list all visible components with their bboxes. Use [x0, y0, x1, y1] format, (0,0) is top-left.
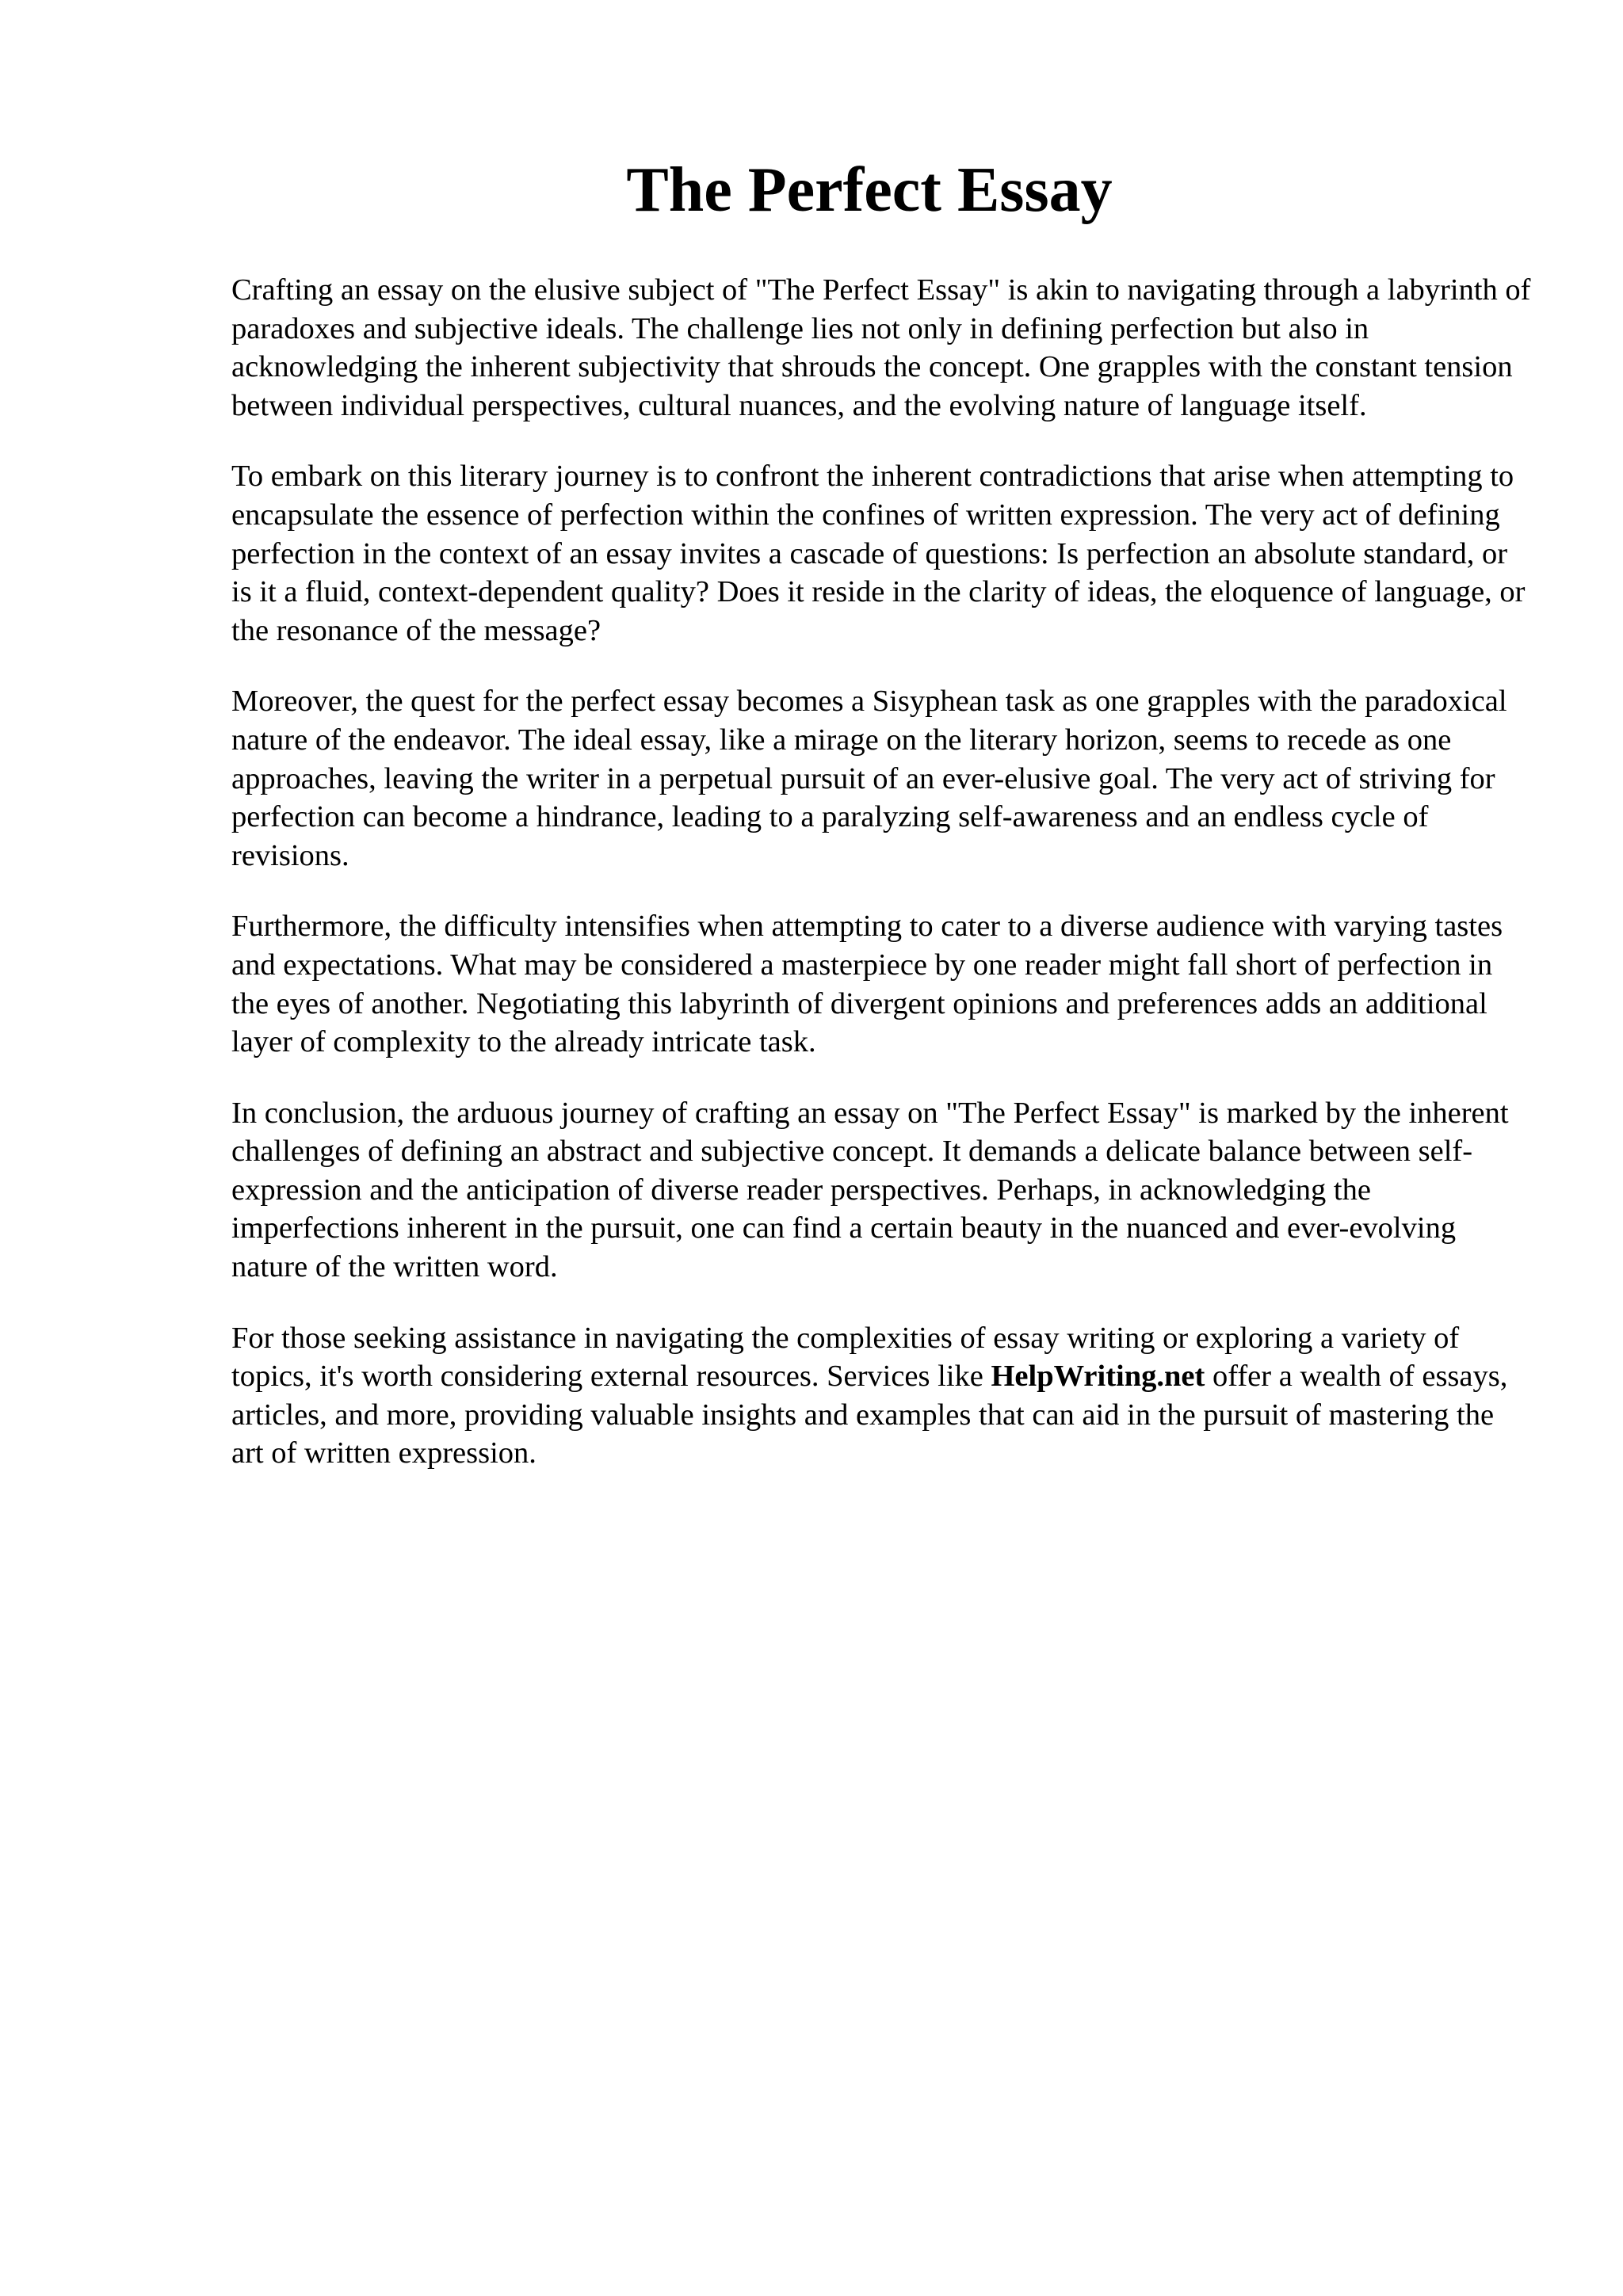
page-title: The Perfect Essay — [626, 155, 1113, 225]
document-body — [231, 151, 1531, 1505]
paragraph-3: Moreover, the quest for the perfect essay becomes a Sisyphean task as one grapples with the paradoxical nature of the endeavor. The ideal essay, like a mirage on the literary horizon, seems to recede as one approaches, leaving the writer in a perpetual pursuit of an ever-elusive goal. The very act of striving for perfection can become a hindrance, leading to a paralyzing self-awareness and an endless cycle of revisions. — [231, 685, 1507, 872]
paragraph-2: To embark on this literary journey is to confront the inherent contradictions that arise when attempting to encapsulate the essence of perfection within the confines of written expression. The very act of defining perfection in the context of an essay invites a cascade of questions: Is perfection an absolute standard, or is it a fluid, context-dependent quality? Does it reside in the clarity of ideas, the eloquence of language, or the resonance of the message? — [231, 460, 1526, 647]
paragraph-1: Crafting an essay on the elusive subject of "The Perfect Essay" is akin to navigating through a labyrinth of paradoxes and subjective ideals. The challenge lies not only in defining perfection but also in acknowledging the inherent subjectivity that shrouds the concept. One grapples with the constant tension between individual perspectives, cultural nuances, and the evolving nature of language itself. — [231, 273, 1531, 422]
paragraph-6 — [231, 1319, 1531, 1473]
paragraph-4: Furthermore, the difficulty intensifies when attempting to cater to a diverse audience with varying tastes and expectations. What may be considered a masterpiece by one reader might fall short of perfection in the eyes of another. Negotiating this labyrinth of divergent opinions and preferences adds an additional layer of complexity to the already intricate task. — [231, 910, 1503, 1059]
paragraph-6-after: offer a wealth of essays, articles, and more, providing valuable insights and examples that can aid in the pursuit of mastering the art of written expression. — [231, 1360, 1508, 1470]
paragraph-6-before: For those seeking assistance in navigating the complexities of essay writing or exploring a variety of topics, it's worth considering external resources. Services like — [231, 1321, 1460, 1394]
paragraph-5: In conclusion, the arduous journey of crafting an essay on "The Perfect Essay" is marked by the inherent challenges of defining an abstract and subjective concept. It demands a delicate balance between self-expression and the anticipation of diverse reader perspectives. Perhaps, in acknowledging the imperfections inherent in the pursuit, one can find a certain beauty in the nuanced and ever-evolving nature of the written word. — [231, 1096, 1509, 1284]
brand-name: HelpWriting.net — [991, 1360, 1205, 1394]
